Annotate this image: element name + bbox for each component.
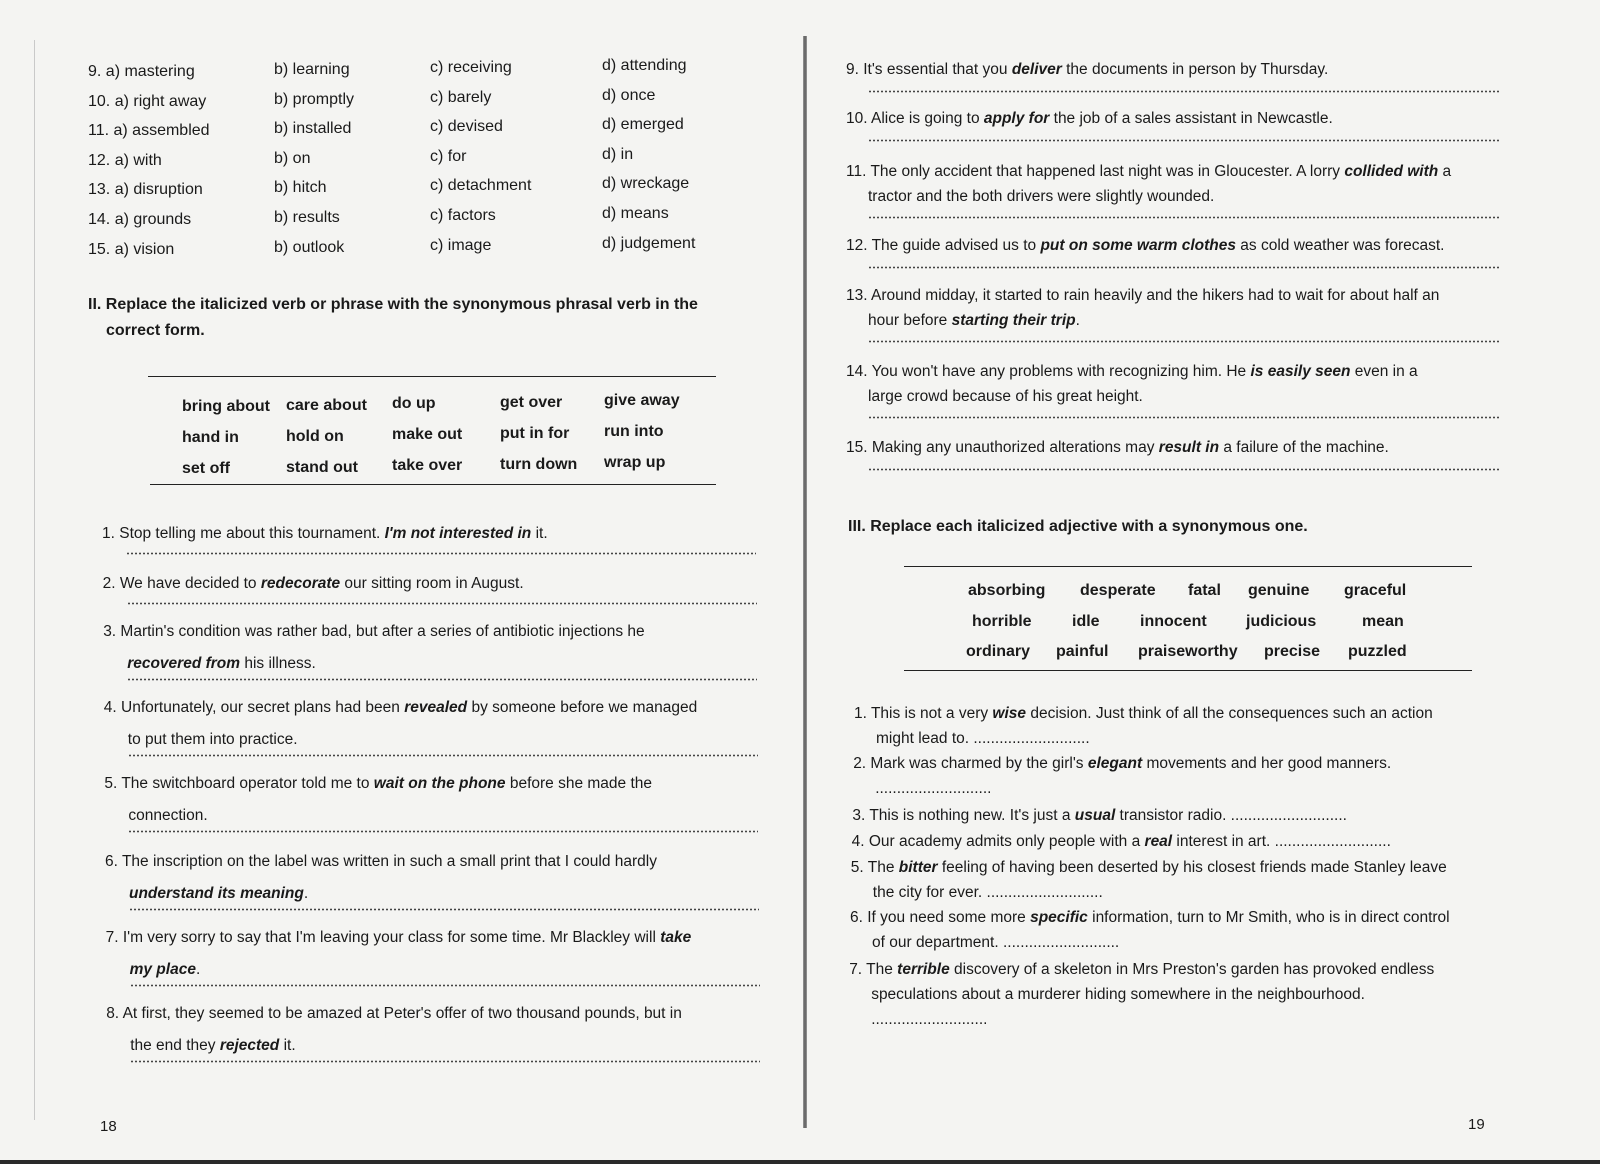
italic-target: deliver bbox=[1011, 61, 1062, 78]
exercise-text: 14. bbox=[846, 363, 872, 380]
adjective-option: graceful bbox=[1344, 582, 1407, 599]
adjective-option: idle bbox=[1072, 612, 1100, 630]
exercise-line bbox=[846, 360, 1418, 384]
exercise-text: 15. bbox=[846, 439, 872, 456]
mc-option-d: d) judgement bbox=[602, 234, 696, 252]
exercise-line bbox=[853, 752, 1391, 776]
adjective-option: desperate bbox=[1080, 582, 1156, 599]
exercise-text: as cold weather was forecast. bbox=[1235, 237, 1445, 254]
word-box-top-rule bbox=[148, 376, 716, 377]
exercise-text: The bbox=[867, 859, 899, 876]
mc-option-a: 9. a) mastering bbox=[88, 63, 195, 80]
exercise-text: If you need some more bbox=[867, 909, 1031, 926]
mc-option-c: c) image bbox=[430, 236, 492, 254]
italic-target: my place bbox=[129, 961, 196, 978]
exercise-text: his illness. bbox=[240, 655, 316, 672]
exercise-text: Around midday, it started to rain heavily and the hikers had to wait for about half an bbox=[871, 287, 1440, 304]
mc-option-c: c) factors bbox=[430, 207, 496, 224]
mc-option-b: b) hitch bbox=[274, 179, 327, 197]
italic-target: I'm not interested in bbox=[384, 525, 532, 542]
mc-option-b: b) outlook bbox=[274, 238, 345, 256]
exercise-text: The bbox=[866, 961, 898, 978]
exercise-line-3: ........................... bbox=[871, 1011, 988, 1028]
mc-option-a: 12. a) with bbox=[88, 151, 162, 169]
mc-option-d: d) emerged bbox=[602, 116, 684, 134]
exercise-text: 1. bbox=[854, 705, 871, 722]
adjective-option: painful bbox=[1056, 643, 1109, 660]
mc-option-b: b) results bbox=[274, 209, 340, 226]
answer-line bbox=[868, 90, 1500, 93]
phrasal-verb: bring about bbox=[182, 398, 270, 415]
exercise-line bbox=[103, 572, 524, 596]
exercise-text: large crowd because of his great height. bbox=[868, 388, 1143, 405]
italic-target: wise bbox=[992, 705, 1027, 722]
adjective-option: judicious bbox=[1246, 612, 1317, 630]
italic-target: wait on the phone bbox=[373, 775, 506, 792]
exercise-line-2 bbox=[868, 309, 1080, 333]
mc-option-b: b) installed bbox=[274, 120, 352, 138]
exercise-line bbox=[852, 830, 1391, 854]
phrasal-verb: run into bbox=[604, 423, 664, 440]
exercise-text: 6. bbox=[850, 909, 868, 926]
adjective-option: praiseworthy bbox=[1138, 643, 1238, 660]
exercise-text: The switchboard operator told me to bbox=[121, 775, 374, 792]
exercise-text: 1. bbox=[102, 525, 120, 542]
adjective-option: absorbing bbox=[968, 582, 1046, 599]
exercise-line-2: of our department. ........................... bbox=[872, 934, 1120, 951]
exercise-text: 7. bbox=[105, 929, 123, 946]
section-2-title bbox=[88, 292, 698, 343]
exercise-text: Our academy admits only people with a bbox=[868, 833, 1145, 850]
adj-box-bottom-rule bbox=[904, 670, 1472, 671]
answer-line bbox=[868, 216, 1500, 219]
section-2-title-line1: II. Replace the italicized verb or phrase with the synonymous phrasal verb in the bbox=[88, 296, 698, 313]
exercise-line bbox=[102, 522, 548, 546]
exercise-text: At first, they seemed to be amazed at Peter's offer of two thousand pounds, but in bbox=[122, 1005, 682, 1022]
exercise-text: I'm very sorry to say that I'm leaving your class for some time. Mr Blackley will bbox=[122, 929, 661, 946]
answer-line bbox=[128, 754, 758, 757]
phrasal-verb: get over bbox=[500, 393, 563, 411]
page-number: 18 bbox=[100, 1118, 117, 1135]
exercise-text: The guide advised us to bbox=[871, 237, 1041, 254]
mc-option-d: d) in bbox=[602, 145, 634, 163]
adjective-option: mean bbox=[1362, 612, 1404, 630]
mc-option-d: d) once bbox=[602, 86, 656, 104]
italic-target: usual bbox=[1074, 807, 1116, 824]
italic-target: apply for bbox=[983, 110, 1050, 127]
answer-line bbox=[126, 552, 756, 555]
italic-target: result in bbox=[1158, 439, 1220, 456]
exercise-line bbox=[104, 696, 697, 720]
italic-target: terrible bbox=[897, 961, 950, 978]
phrasal-verb: take over bbox=[392, 457, 463, 474]
italic-target: real bbox=[1144, 833, 1173, 850]
exercise-line-2 bbox=[130, 958, 201, 982]
exercise-text: hour before bbox=[868, 312, 952, 329]
exercise-text: 2. bbox=[102, 575, 120, 592]
exercise-text: to put them into practice. bbox=[127, 731, 298, 748]
answer-line bbox=[868, 340, 1500, 343]
italic-target: bitter bbox=[898, 859, 938, 876]
mc-option-a: 10. a) right away bbox=[88, 92, 207, 110]
exercise-line bbox=[103, 620, 644, 644]
exercise-line-2 bbox=[868, 185, 1214, 209]
exercise-text: 8. bbox=[106, 1005, 123, 1022]
phrasal-verb: hold on bbox=[286, 427, 344, 445]
exercise-line-2: might lead to. ........................... bbox=[876, 730, 1090, 747]
exercise-text: You won't have any problems with recognizing him. He bbox=[871, 363, 1251, 380]
exercise-text: 11. bbox=[846, 163, 871, 180]
answer-line bbox=[129, 908, 759, 911]
mc-option-a: 13. a) disruption bbox=[88, 181, 203, 199]
exercise-line-2 bbox=[127, 652, 316, 676]
italic-target: rejected bbox=[219, 1037, 280, 1054]
adjective-option: puzzled bbox=[1348, 643, 1407, 660]
exercise-text: decision. Just think of all the consequences such an action bbox=[1026, 705, 1433, 722]
exercise-line-2: ........................... bbox=[875, 780, 992, 797]
exercise-text: the job of a sales assistant in Newcastle. bbox=[1049, 110, 1333, 127]
exercise-text: a bbox=[1438, 163, 1452, 180]
answer-line bbox=[128, 830, 758, 833]
exercise-line bbox=[854, 702, 1433, 726]
exercise-text: our sitting room in August. bbox=[340, 575, 524, 592]
exercise-text: tractor and the both drivers were slightly wounded. bbox=[868, 188, 1215, 205]
exercise-text: The only accident that happened last night was in Gloucester. A lorry bbox=[870, 163, 1345, 180]
exercise-text: it. bbox=[531, 525, 548, 542]
adjective-option: innocent bbox=[1140, 612, 1207, 630]
mc-option-c: c) for bbox=[430, 147, 467, 165]
italic-target: redecorate bbox=[260, 575, 341, 592]
phrasal-verb: set off bbox=[182, 460, 230, 477]
exercise-text: . bbox=[1075, 312, 1080, 329]
adjective-option: fatal bbox=[1188, 582, 1221, 599]
exercise-text: We have decided to bbox=[119, 575, 261, 592]
exercise-text: 4. bbox=[851, 833, 869, 850]
exercise-text: a failure of the machine. bbox=[1219, 439, 1389, 456]
answer-line bbox=[127, 602, 757, 605]
exercise-text: Martin's condition was rather bad, but after a series of antibiotic injections he bbox=[120, 623, 645, 640]
italic-target: recovered from bbox=[127, 655, 241, 672]
mc-option-d: d) attending bbox=[602, 57, 687, 74]
exercise-line bbox=[846, 107, 1333, 131]
exercise-text: Unfortunately, our secret plans had been bbox=[121, 699, 405, 716]
exercise-text: Stop telling me about this tournament. bbox=[119, 525, 385, 542]
italic-target: specific bbox=[1030, 909, 1088, 926]
exercise-text: it. bbox=[279, 1037, 296, 1054]
exercise-text: Mark was charmed by the girl's bbox=[870, 755, 1088, 772]
exercise-text: 12. bbox=[846, 237, 872, 254]
phrasal-verb: turn down bbox=[500, 455, 578, 473]
italic-target: is easily seen bbox=[1250, 363, 1351, 380]
mc-option-c: c) detachment bbox=[430, 177, 532, 195]
italic-target: elegant bbox=[1087, 755, 1143, 772]
phrasal-verb: stand out bbox=[286, 458, 358, 476]
adjective-option: precise bbox=[1264, 643, 1321, 660]
adjective-option: genuine bbox=[1248, 582, 1310, 599]
exercise-line bbox=[846, 436, 1389, 460]
italic-target: starting their trip bbox=[951, 312, 1076, 329]
mc-option-c: c) barely bbox=[430, 88, 492, 106]
exercise-line-2 bbox=[128, 728, 298, 752]
exercise-text: The inscription on the label was written in such a small print that I could hardly bbox=[121, 853, 657, 870]
exercise-text: the end they bbox=[130, 1037, 220, 1054]
italic-target: revealed bbox=[404, 699, 468, 716]
adjective-option: horrible bbox=[972, 612, 1032, 630]
exercise-text: discovery of a skeleton in Mrs Preston's garden has provoked endless bbox=[949, 961, 1435, 978]
exercise-line bbox=[846, 58, 1328, 82]
answer-line bbox=[868, 416, 1500, 419]
exercise-text: . bbox=[195, 961, 201, 978]
exercise-line bbox=[850, 906, 1450, 930]
phrasal-verb: wrap up bbox=[604, 454, 666, 471]
word-box-bottom-rule bbox=[150, 484, 716, 485]
italic-target: put on some warm clothes bbox=[1040, 237, 1236, 254]
page-number: 19 bbox=[1468, 1116, 1485, 1133]
exercise-line bbox=[846, 234, 1444, 258]
exercise-line bbox=[846, 284, 1439, 308]
exercise-text: 3. bbox=[103, 623, 121, 640]
exercise-text: 10. bbox=[846, 110, 871, 127]
mc-option-b: b) promptly bbox=[274, 90, 355, 108]
answer-line bbox=[130, 984, 760, 987]
phrasal-verb: put in for bbox=[500, 424, 570, 442]
phrasal-verb: care about bbox=[286, 396, 367, 414]
exercise-line bbox=[105, 850, 657, 874]
exercise-text: 5. bbox=[104, 775, 122, 792]
italic-target: understand its meaning bbox=[129, 885, 304, 902]
exercise-text: 7. bbox=[849, 961, 867, 978]
exercise-text: feeling of having been deserted by his closest friends made Stanley leave bbox=[937, 859, 1447, 876]
section-2-title-line2: correct form. bbox=[106, 321, 205, 339]
exercise-text: This is not a very bbox=[870, 705, 993, 722]
exercise-line-2 bbox=[130, 1034, 295, 1058]
exercise-text: 4. bbox=[103, 699, 122, 716]
exercise-text: 9. bbox=[846, 61, 864, 78]
mc-option-b: b) on bbox=[274, 149, 311, 167]
exercise-line-2 bbox=[129, 882, 308, 906]
exercise-text: 5. bbox=[850, 859, 868, 876]
exercise-text: 3. bbox=[852, 807, 870, 824]
exercise-text: connection. bbox=[128, 807, 208, 824]
exercise-line bbox=[104, 772, 652, 796]
exercise-text: by someone before we managed bbox=[467, 699, 698, 716]
exercise-text: movements and her good manners. bbox=[1142, 755, 1392, 772]
mc-option-b: b) learning bbox=[274, 61, 350, 78]
exercise-text: interest in art. ........................... bbox=[1172, 833, 1391, 850]
mc-option-a: 14. a) grounds bbox=[88, 211, 192, 228]
exercise-line bbox=[851, 856, 1447, 880]
exercise-line-2: the city for ever. ........................... bbox=[872, 884, 1103, 901]
answer-line bbox=[130, 1060, 760, 1063]
adj-box-top-rule bbox=[904, 566, 1472, 567]
exercise-text: It's essential that you bbox=[863, 61, 1012, 78]
exercise-text: transistor radio. ........................... bbox=[1115, 807, 1347, 824]
mc-option-c: c) devised bbox=[430, 118, 503, 136]
exercise-line-2 bbox=[128, 804, 207, 828]
exercise-text: Making any unauthorized alterations may bbox=[871, 439, 1159, 456]
exercise-text: 2. bbox=[853, 755, 871, 772]
phrasal-verb: make out bbox=[392, 426, 463, 443]
exercise-line bbox=[846, 160, 1451, 184]
exercise-text: even in a bbox=[1350, 363, 1418, 380]
exercise-text: 13. bbox=[846, 287, 871, 304]
exercise-line bbox=[106, 1002, 682, 1026]
exercise-line-2 bbox=[868, 385, 1143, 409]
exercise-text: Alice is going to bbox=[871, 110, 984, 127]
phrasal-verb: do up bbox=[392, 395, 436, 412]
italic-target: take bbox=[660, 929, 692, 946]
italic-target: collided with bbox=[1344, 163, 1439, 180]
exercise-text: This is nothing new. It's just a bbox=[869, 807, 1075, 824]
exercise-line-2: speculations about a murderer hiding somewhere in the neighbourhood. bbox=[871, 986, 1365, 1003]
mc-option-d: d) wreckage bbox=[602, 175, 690, 193]
exercise-line bbox=[849, 958, 1434, 982]
mc-option-d: d) means bbox=[602, 205, 669, 222]
exercise-text: the documents in person by Thursday. bbox=[1061, 61, 1329, 78]
exercise-line bbox=[106, 926, 692, 950]
section-3-title: III. Replace each italicized adjective with a synonymous one. bbox=[848, 518, 1308, 535]
mc-option-a: 15. a) vision bbox=[88, 240, 175, 258]
exercise-line bbox=[852, 804, 1347, 828]
phrasal-verb: hand in bbox=[182, 429, 239, 446]
exercise-text: before she made the bbox=[505, 775, 653, 792]
answer-line bbox=[868, 468, 1500, 471]
exercise-text: 6. bbox=[105, 853, 122, 870]
exercise-text: information, turn to Mr Smith, who is in direct control bbox=[1087, 909, 1450, 926]
mc-option-c: c) receiving bbox=[430, 59, 512, 76]
mc-option-a: 11. a) assembled bbox=[88, 122, 210, 140]
answer-line bbox=[868, 139, 1500, 142]
phrasal-verb: give away bbox=[604, 392, 680, 409]
right-page bbox=[800, 0, 1600, 1164]
answer-line bbox=[868, 266, 1500, 269]
adjective-option: ordinary bbox=[966, 643, 1031, 660]
exercise-text: . bbox=[303, 885, 309, 902]
answer-line bbox=[127, 678, 757, 681]
